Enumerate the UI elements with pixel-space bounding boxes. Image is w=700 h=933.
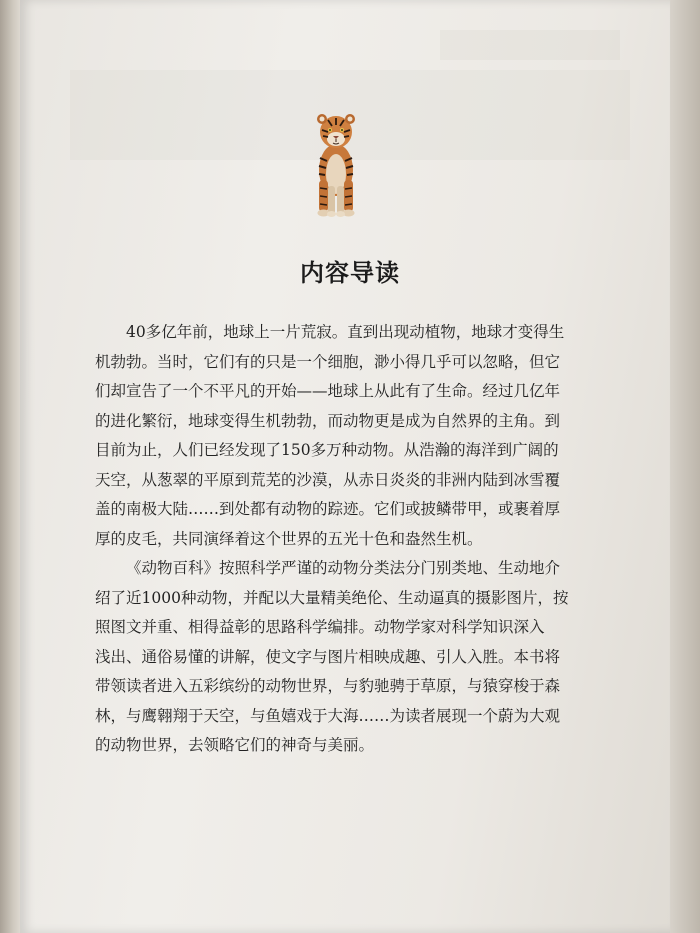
text-line: 目前为止，人们已经发现了150多万种动物。从浩瀚的海洋到广阔的 bbox=[95, 441, 559, 459]
text-line: 盖的南极大陆……到处都有动物的踪迹。它们或披鳞带甲，或裹着厚 bbox=[95, 500, 561, 518]
text-line: 天空，从葱翠的平原到荒芜的沙漠，从赤日炎炎的非洲内陆到冰雪覆 bbox=[95, 470, 561, 489]
paragraph bbox=[95, 318, 589, 554]
book-gutter-left bbox=[0, 0, 22, 933]
book-edge-right bbox=[670, 0, 700, 933]
tiger-illustration bbox=[304, 108, 368, 220]
text-line: 《动物百科》按照科学严谨的动物分类法分门别类地、生动地介 bbox=[126, 559, 561, 577]
text-line: 的进化繁衍，地球变得生机勃勃，而动物更是成为自然界的主角。到 bbox=[95, 411, 561, 430]
body-text bbox=[95, 318, 589, 761]
text-line: 的动物世界，去领略它们的神奇与美丽。 bbox=[95, 736, 375, 754]
paragraph bbox=[95, 554, 589, 761]
text-line: 40多亿年前，地球上一片荒寂。直到出现动植物，地球才变得生 bbox=[126, 323, 565, 341]
text-line: 林，与鹰翱翔于天空，与鱼嬉戏于大海……为读者展现一个蔚为大观 bbox=[95, 706, 561, 725]
text-line: 厚的皮毛，共同演绎着这个世界的五光十色和盎然生机。 bbox=[95, 529, 483, 548]
text-line: 带领读者进入五彩缤纷的动物世界，与豹驰骋于草原，与猿穿梭于森 bbox=[95, 677, 561, 695]
page-title: 内容导读 bbox=[300, 259, 400, 287]
show-through-shadow bbox=[440, 30, 620, 60]
text-line: 浅出、通俗易懂的讲解，使文字与图片相映成趣、引人入胜。本书将 bbox=[95, 647, 561, 666]
text-line: 绍了近1000种动物，并配以大量精美绝伦、生动逼真的摄影图片，按 bbox=[95, 588, 569, 607]
text-line: 照图文并重、相得益彰的思路科学编排。动物学家对科学知识深入 bbox=[95, 618, 545, 636]
text-line: 们却宣告了一个不平凡的开始——地球上从此有了生命。经过几亿年 bbox=[95, 382, 561, 400]
text-line: 机勃勃。当时，它们有的只是一个细胞，渺小得几乎可以忽略，但它 bbox=[95, 352, 561, 371]
